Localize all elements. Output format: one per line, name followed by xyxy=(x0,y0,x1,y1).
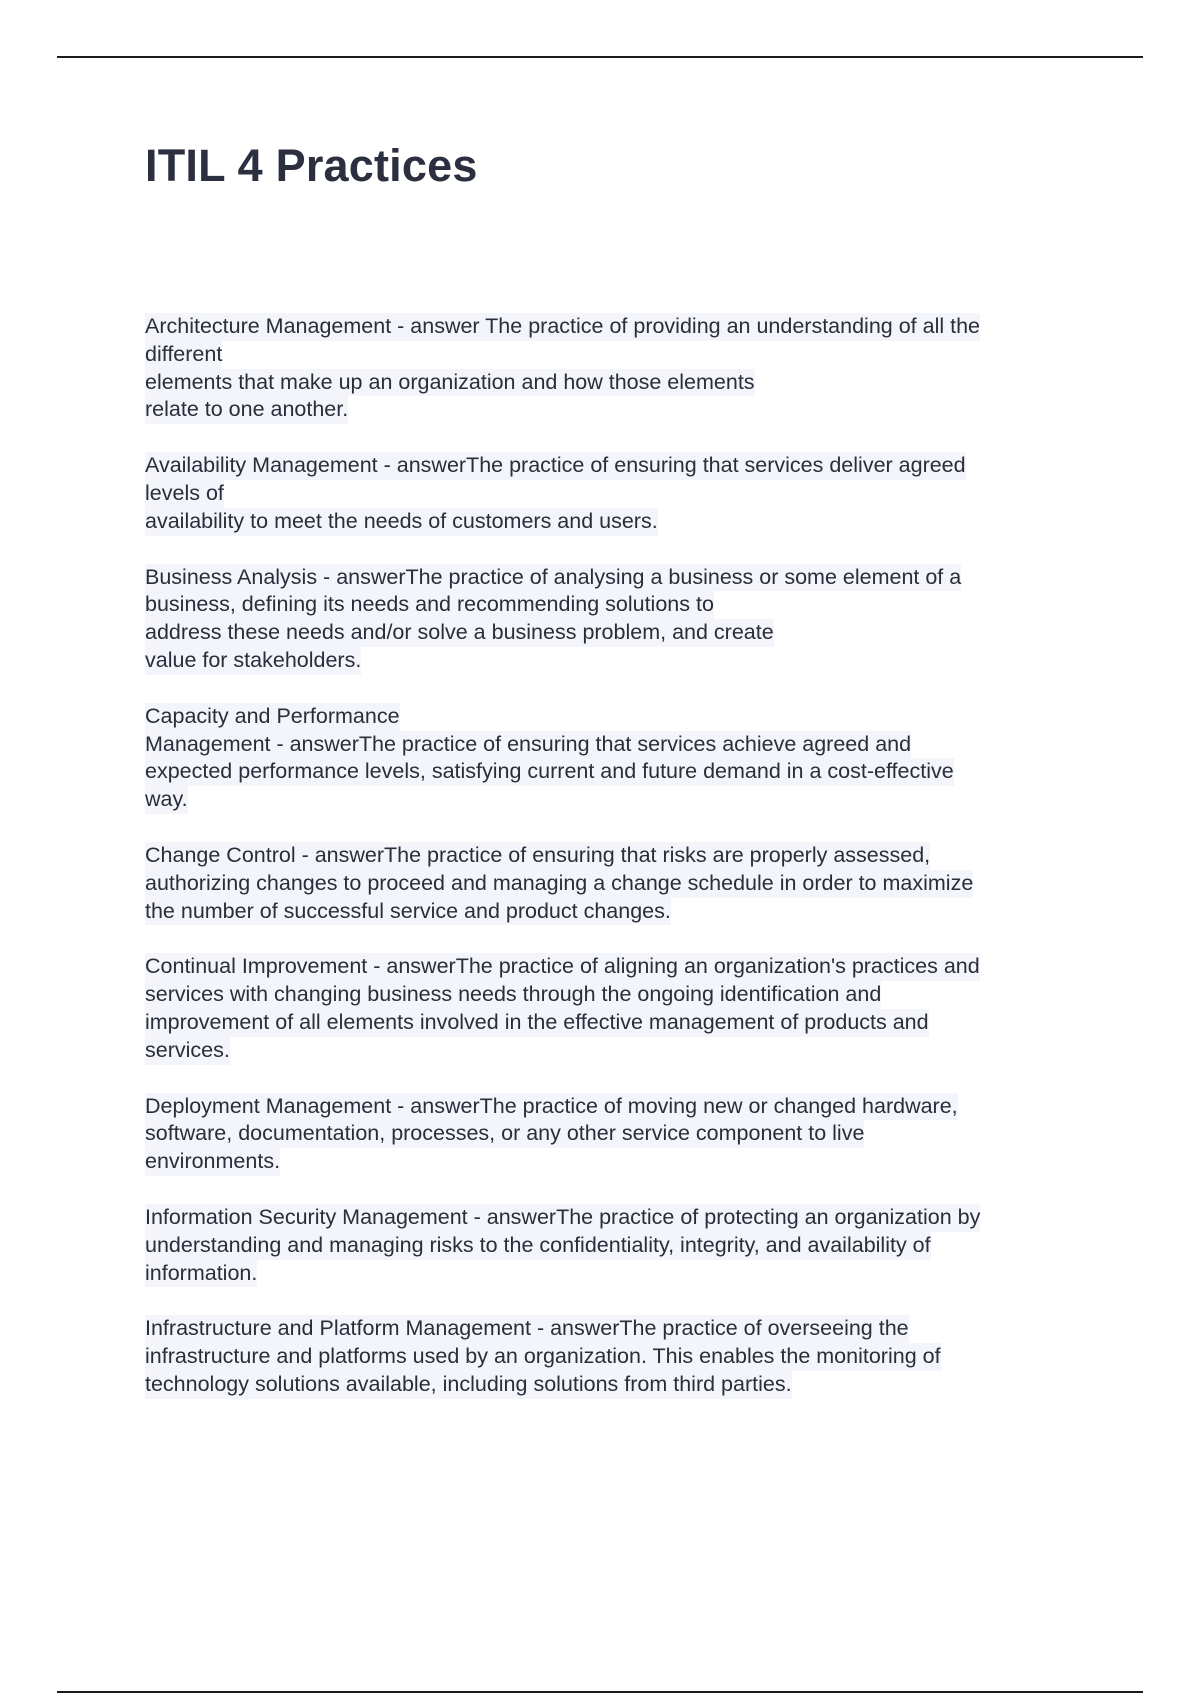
definition-line-text: Management - answerThe practice of ensuring that services achieve agreed and xyxy=(145,731,911,759)
definition-line-text: address these needs and/or solve a business problem, and create xyxy=(145,619,774,647)
definition-line xyxy=(145,1232,1085,1260)
definition-line xyxy=(145,981,1085,1009)
definition-line xyxy=(145,1009,1085,1037)
definition-line xyxy=(145,953,1085,981)
definition-line-text: different xyxy=(145,341,222,369)
definition-line xyxy=(145,1037,1085,1065)
definition-line xyxy=(145,396,1085,424)
definition-line-text: the number of successful service and product changes. xyxy=(145,898,671,926)
definition-line xyxy=(145,480,1085,508)
definition-line-text: availability to meet the needs of customers and users. xyxy=(145,508,658,536)
definition-line-text: services with changing business needs through the ongoing identification and xyxy=(145,981,881,1009)
definition-line-text: value for stakeholders. xyxy=(145,647,361,675)
definition-line xyxy=(145,842,1085,870)
definition-line xyxy=(145,619,1085,647)
definition-line-text: improvement of all elements involved in the effective management of products and xyxy=(145,1009,929,1037)
definition-line-text: infrastructure and platforms used by an organization. This enables the monitoring of xyxy=(145,1343,941,1371)
definition-line xyxy=(145,591,1085,619)
definition-line-text: Change Control - answerThe practice of ensuring that risks are properly assessed, xyxy=(145,842,930,870)
definition-entry xyxy=(145,313,1085,424)
definition-line xyxy=(145,508,1085,536)
definition-line-text: levels of xyxy=(145,480,224,508)
definition-line xyxy=(145,1315,1085,1343)
definition-entry xyxy=(145,1093,1085,1176)
definition-line xyxy=(145,341,1085,369)
definition-line-text: information. xyxy=(145,1260,257,1288)
definition-line-text: Business Analysis - answerThe practice of analysing a business or some element of a xyxy=(145,564,961,592)
definition-line xyxy=(145,1120,1085,1148)
definition-line xyxy=(145,1204,1085,1232)
definition-line xyxy=(145,313,1085,341)
definition-line-text: technology solutions available, including solutions from third parties. xyxy=(145,1371,792,1399)
definition-line-text: authorizing changes to proceed and managing a change schedule in order to maximize xyxy=(145,870,973,898)
definition-entry xyxy=(145,564,1085,675)
definition-entry xyxy=(145,1204,1085,1287)
definition-line xyxy=(145,786,1085,814)
definition-entry xyxy=(145,703,1085,814)
definition-line xyxy=(145,731,1085,759)
definition-line xyxy=(145,1148,1085,1176)
definition-line xyxy=(145,1093,1085,1121)
definition-line-text: Infrastructure and Platform Management - answerThe practice of overseeing the xyxy=(145,1315,909,1343)
definition-line-text: Information Security Management - answerThe practice of protecting an organization by xyxy=(145,1204,980,1232)
definition-line xyxy=(145,452,1085,480)
definition-line xyxy=(145,1371,1085,1399)
definition-entry xyxy=(145,452,1085,535)
definition-entry xyxy=(145,842,1085,925)
definition-line-text: understanding and managing risks to the confidentiality, integrity, and availability of xyxy=(145,1232,931,1260)
definition-entry xyxy=(145,1315,1085,1398)
definition-line-text: Capacity and Performance xyxy=(145,703,400,731)
definition-line-text: Deployment Management - answerThe practice of moving new or changed hardware, xyxy=(145,1093,958,1121)
definition-line-text: Architecture Management - answer The practice of providing an understanding of all the xyxy=(145,313,980,341)
definition-line xyxy=(145,369,1085,397)
definition-line-text: expected performance levels, satisfying current and future demand in a cost-effective xyxy=(145,758,954,786)
definition-list xyxy=(145,313,1085,1427)
definition-line-text: business, defining its needs and recommending solutions to xyxy=(145,591,714,619)
definition-line-text: Availability Management - answerThe practice of ensuring that services deliver agreed xyxy=(145,452,966,480)
definition-line-text: relate to one another. xyxy=(145,396,348,424)
page-title: ITIL 4 Practices xyxy=(145,140,478,191)
definition-line-text: Continual Improvement - answerThe practice of aligning an organization's practices and xyxy=(145,953,980,981)
definition-line-text: way. xyxy=(145,786,188,814)
definition-entry xyxy=(145,953,1085,1064)
bottom-divider xyxy=(57,1691,1143,1693)
definition-line-text: services. xyxy=(145,1037,230,1065)
definition-line-text: elements that make up an organization and how those elements xyxy=(145,369,755,397)
top-divider xyxy=(57,56,1143,58)
definition-line xyxy=(145,647,1085,675)
definition-line xyxy=(145,1343,1085,1371)
definition-line xyxy=(145,1260,1085,1288)
definition-line-text: environments. xyxy=(145,1148,280,1176)
definition-line xyxy=(145,898,1085,926)
definition-line xyxy=(145,703,1085,731)
definition-line-text: software, documentation, processes, or any other service component to live xyxy=(145,1120,864,1148)
definition-line xyxy=(145,564,1085,592)
definition-line xyxy=(145,870,1085,898)
definition-line xyxy=(145,758,1085,786)
